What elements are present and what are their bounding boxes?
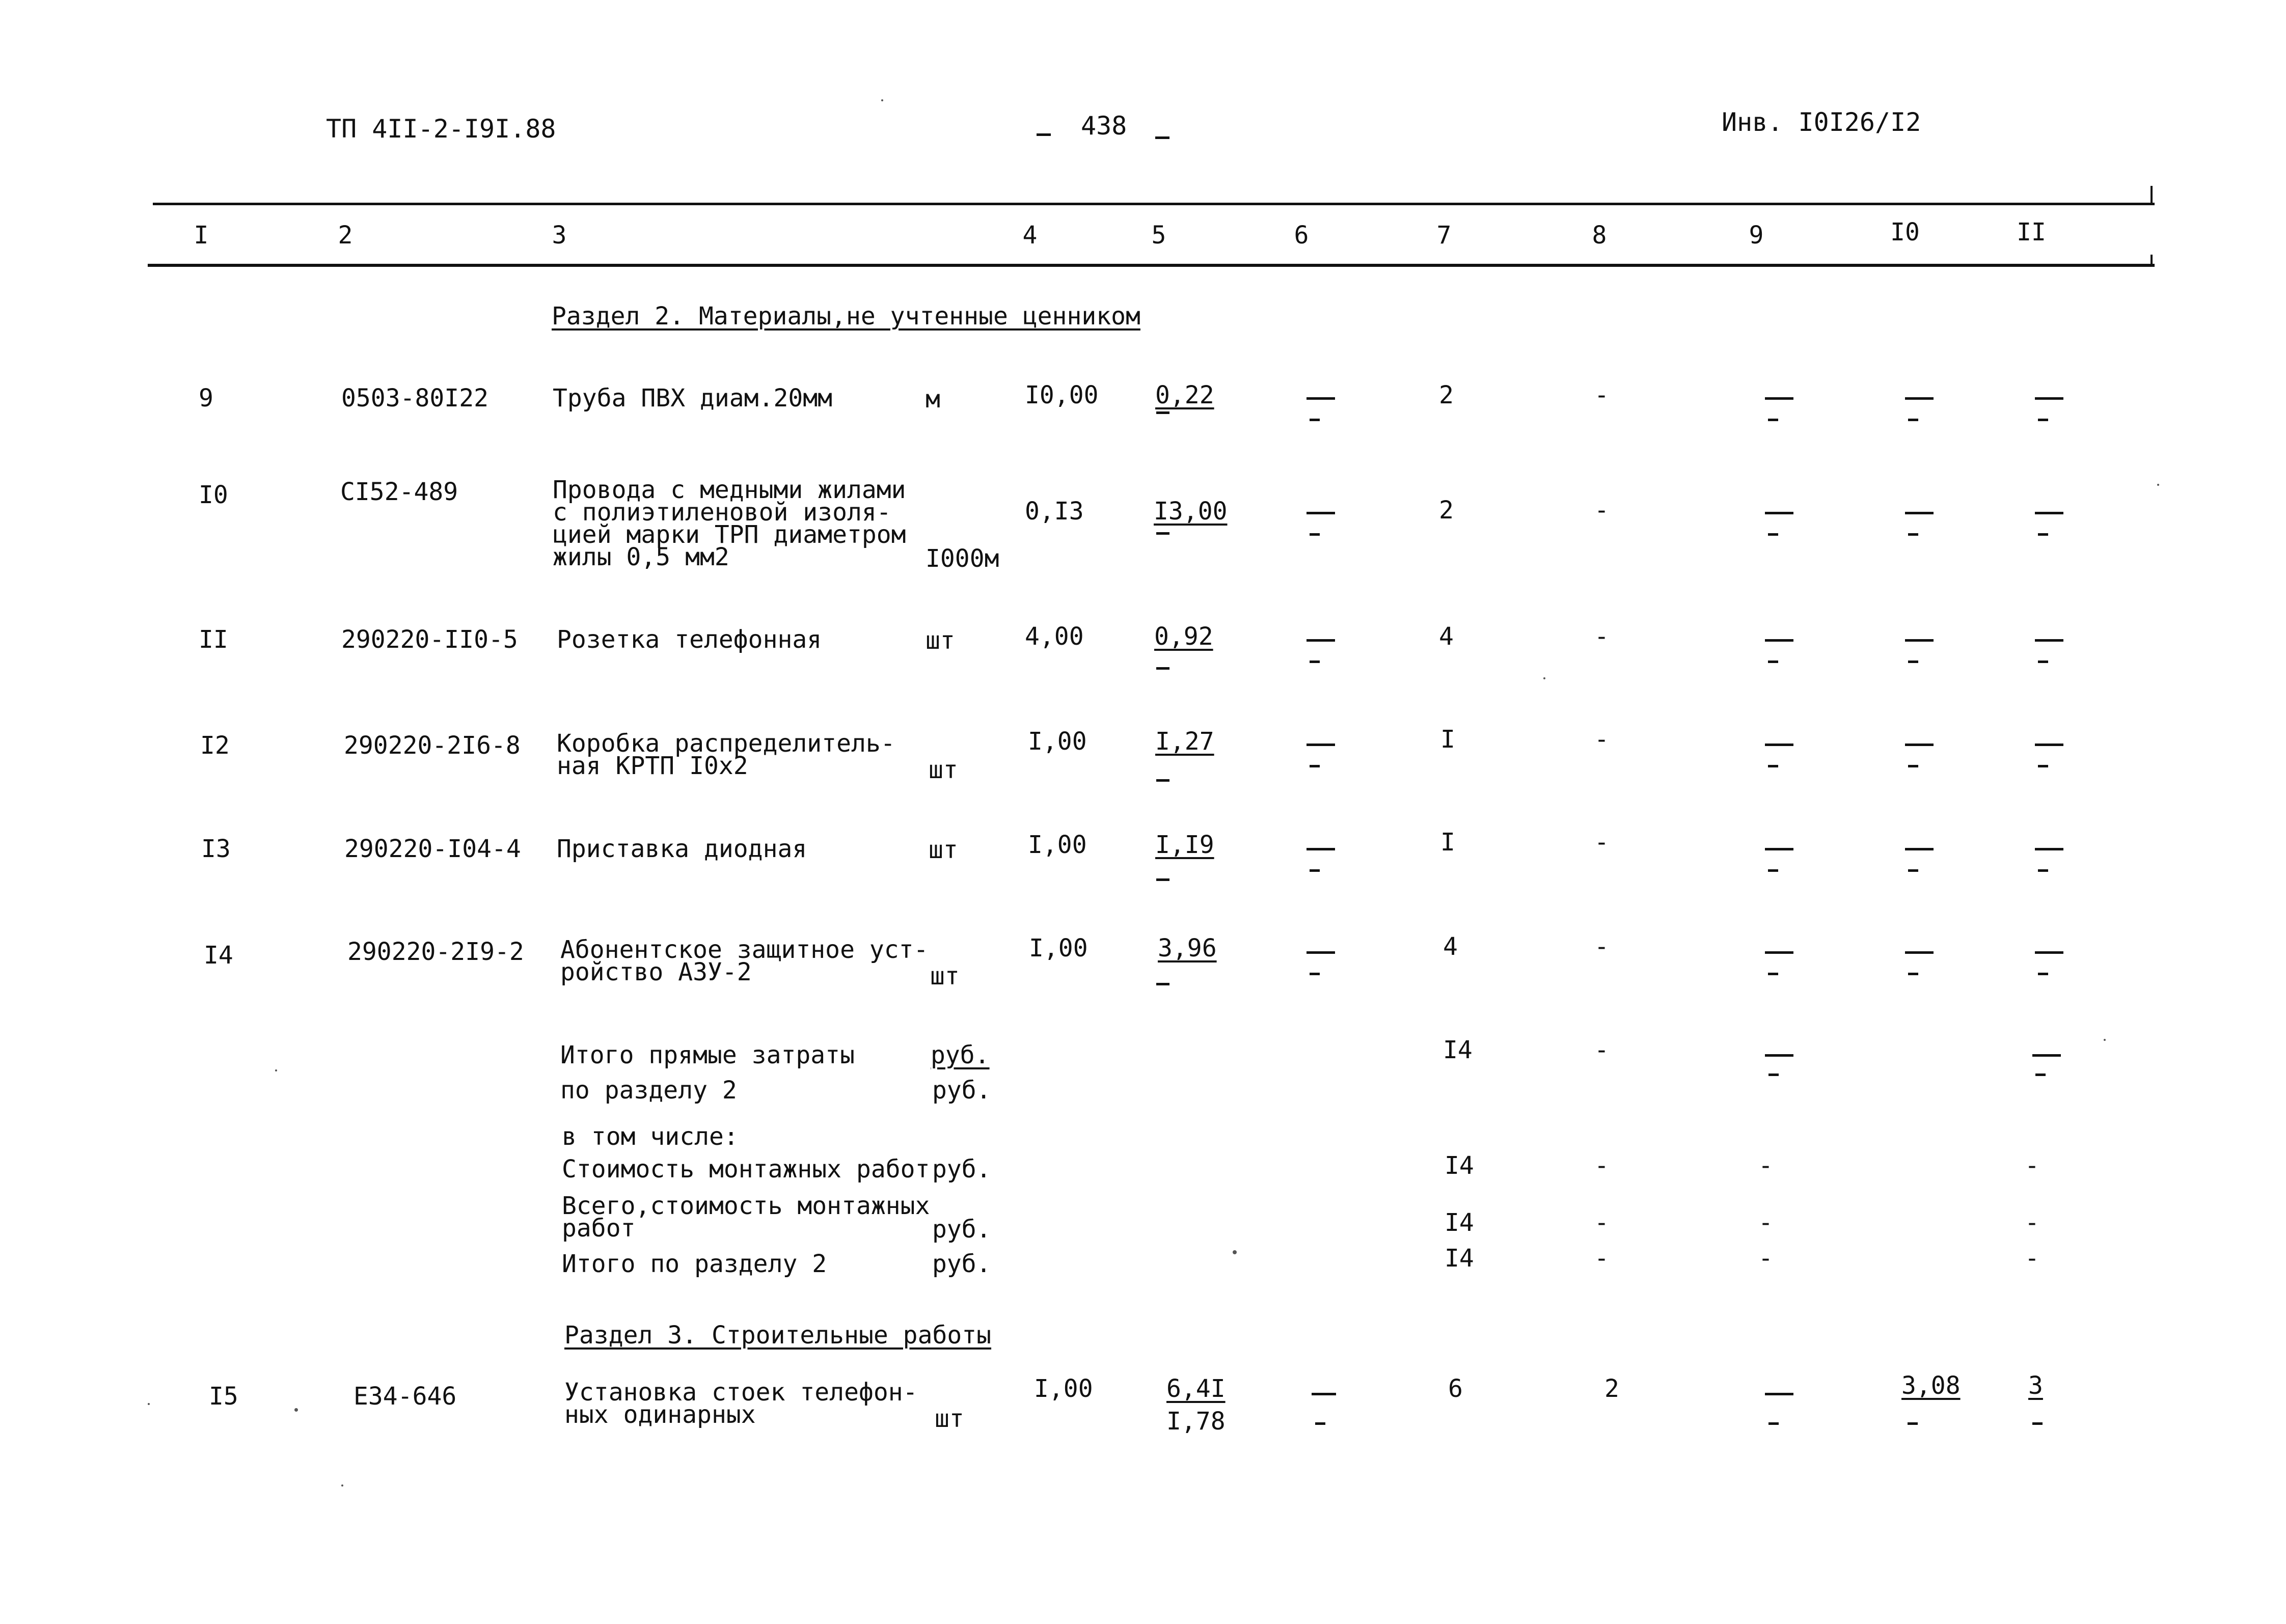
ditto-mark (1905, 397, 1934, 400)
row-name: Коробка распределитель- ная КРТП I0х2 (557, 729, 895, 780)
ditto-mark (1765, 848, 1793, 850)
row-price: 0,22 (1155, 381, 1214, 409)
ditto-mark (2035, 951, 2063, 954)
ditto-mark (1908, 533, 1918, 536)
row-code: 290220-2I6-8 (344, 731, 521, 760)
column-header: I (194, 221, 209, 250)
scan-speck (1543, 677, 1545, 679)
row-price: I3,00 (1154, 497, 1228, 526)
ditto-mark (1768, 419, 1778, 421)
section-total-value: I4 (1445, 1244, 1474, 1273)
ditto-mark (2032, 1054, 2061, 1057)
ditto-mark (1310, 869, 1320, 872)
ditto-mark (1768, 660, 1778, 663)
row-col8: - (1594, 622, 1609, 651)
column-header: I0 (1890, 218, 1920, 246)
ditto-mark (1307, 397, 1335, 400)
ditto-mark (2035, 639, 2063, 642)
ditto-mark (2038, 419, 2048, 421)
row-col7: 4 (1443, 932, 1458, 961)
ditto-mark (1765, 639, 1793, 642)
row-col8: - (1594, 932, 1609, 961)
ditto-mark (2038, 869, 2048, 872)
ditto-mark (1312, 1393, 1336, 1395)
row-quantity: 0,I3 (1025, 497, 1084, 526)
row-unit: м (926, 385, 940, 414)
ditto-mark (1765, 951, 1793, 954)
total-section-label: по разделу 2 (560, 1076, 737, 1105)
ditto-mark (2038, 533, 2048, 536)
ditto-mark (1765, 1393, 1793, 1395)
ditto-mark (1908, 419, 1918, 421)
total-direct-value: I4 (1443, 1036, 1473, 1064)
row-unit: шт (926, 626, 955, 655)
ditto-mark (1310, 660, 1320, 663)
ditto-mark (1905, 848, 1934, 850)
column-header: 2 (338, 221, 353, 250)
row-number: 9 (199, 384, 213, 412)
column-header: II (2017, 218, 2046, 246)
scan-speck (341, 1484, 343, 1487)
ditto-mark (1156, 532, 1169, 535)
row-code: 0503-80I22 (341, 384, 488, 412)
ditto-mark (1310, 765, 1320, 767)
row-number: II (199, 625, 228, 654)
column-header: 7 (1436, 221, 1452, 250)
section-total-label: Итого по разделу 2 (562, 1250, 827, 1278)
column-header: 5 (1151, 221, 1166, 250)
total-install-col9: - (1758, 1208, 1773, 1237)
row-col8: - (1594, 828, 1609, 857)
total-direct-col8: - (1594, 1036, 1609, 1064)
row-price: I,I9 (1155, 831, 1214, 859)
column-header: 4 (1022, 221, 1038, 250)
column-header: 8 (1592, 221, 1607, 250)
section-3-title: Раздел 3. Строительные работы (564, 1321, 992, 1350)
scan-speck (294, 1408, 298, 1412)
row-price-labor: I,78 (1166, 1407, 1226, 1436)
ditto-mark (1908, 973, 1918, 975)
ditto-mark (2038, 660, 2048, 663)
row-price: I,27 (1155, 727, 1214, 756)
ditto-mark (1765, 512, 1793, 514)
inventory-number: Инв. I0I26/I2 (1722, 107, 1921, 137)
scan-speck (148, 1403, 150, 1405)
total-install-label: Всего,стоимость монтажных работ (562, 1192, 930, 1243)
ditto-mark (1768, 1422, 1779, 1425)
row-code: CI52-489 (340, 478, 458, 506)
row-name: Провода с медными жилами с полиэтиленовой изоля- цией марки ТРП диаметром жилы 0,5 мм2 (553, 476, 906, 571)
ditto-mark (1307, 848, 1335, 850)
row-unit: шт (929, 836, 958, 864)
ditto-mark (1156, 667, 1169, 670)
ditto-mark (1765, 744, 1793, 746)
ditto-mark (1768, 869, 1778, 872)
ditto-mark (1905, 744, 1934, 746)
row-quantity: 4,00 (1025, 622, 1084, 651)
column-header: 9 (1749, 221, 1764, 250)
ditto-mark (1908, 660, 1918, 663)
ditto-mark (1307, 639, 1335, 642)
total-direct-unit: руб. (931, 1041, 990, 1069)
ditto-mark (2035, 848, 2063, 850)
row-number: I5 (209, 1382, 238, 1411)
row-name: Абонентское защитное уст- ройство АЗУ-2 (560, 935, 929, 986)
ditto-mark (2035, 1074, 2046, 1076)
header-bottom-rule-end (2151, 255, 2153, 267)
ditto-mark (2038, 973, 2048, 975)
scan-speck (1233, 1250, 1237, 1254)
ditto-mark (1765, 397, 1793, 400)
row-col7: 6 (1448, 1374, 1463, 1403)
row-quantity: I,00 (1028, 831, 1087, 859)
scan-speck (2157, 484, 2159, 486)
total-install-value: I4 (1445, 1208, 1474, 1237)
column-header: 3 (552, 221, 567, 250)
section-2-title: Раздел 2. Материалы,не учтенные ценником (552, 302, 1140, 331)
ditto-mark (1768, 1074, 1779, 1076)
row-code: 290220-I04-4 (344, 835, 521, 863)
total-install-col11: - (2025, 1208, 2039, 1237)
row-quantity: I0,00 (1025, 381, 1099, 409)
row-col11: 3 (2028, 1371, 2043, 1400)
row-col7: 4 (1439, 622, 1454, 651)
row-price: 3,96 (1158, 934, 1217, 962)
row-col7: 2 (1439, 381, 1454, 409)
install-cost-col9: - (1758, 1151, 1773, 1180)
ditto-mark (1315, 1422, 1325, 1425)
row-col7: I (1440, 725, 1455, 754)
row-code: 290220-2I9-2 (347, 938, 524, 966)
total-direct-label: Итого прямые затраты (560, 1041, 855, 1069)
row-price: 6,4I (1166, 1374, 1226, 1403)
scan-speck (2104, 1039, 2106, 1041)
ditto-mark (1908, 765, 1918, 767)
row-unit: шт (929, 756, 958, 784)
ditto-mark (1307, 951, 1335, 954)
row-col10: 3,08 (1901, 1371, 1961, 1400)
scan-speck (275, 1069, 277, 1071)
ditto-mark (2035, 512, 2063, 514)
row-col8: 2 (1604, 1374, 1619, 1403)
column-header: 6 (1294, 221, 1309, 250)
row-number: I4 (204, 941, 233, 970)
total-install-unit: руб. (932, 1215, 991, 1244)
row-price: 0,92 (1154, 622, 1213, 651)
ditto-mark (1307, 512, 1335, 514)
row-quantity: I,00 (1029, 934, 1088, 962)
ditto-mark (1307, 744, 1335, 746)
header-bottom-rule (148, 264, 2155, 267)
row-quantity: I,00 (1028, 727, 1087, 756)
row-name: Труба ПВХ диам.20мм (553, 384, 833, 412)
install-cost-col8: - (1594, 1151, 1609, 1180)
row-col8: - (1594, 725, 1609, 754)
ditto-mark (2035, 744, 2063, 746)
row-col8: - (1594, 496, 1609, 525)
row-number: I3 (201, 835, 231, 863)
table-top-rule (153, 203, 2155, 205)
install-cost-value: I4 (1445, 1151, 1474, 1180)
page-number: 438 (1081, 111, 1127, 141)
row-number: I2 (200, 731, 230, 760)
ditto-mark (1156, 983, 1169, 985)
row-col8: - (1594, 381, 1609, 409)
ditto-mark (1905, 951, 1934, 954)
ditto-mark (1905, 639, 1934, 642)
row-quantity: I,00 (1034, 1374, 1093, 1403)
row-code: Е34-646 (353, 1382, 457, 1411)
ditto-mark (2035, 397, 2063, 400)
ditto-mark (1905, 512, 1934, 514)
row-name: Розетка телефонная (557, 625, 822, 654)
ditto-mark (1768, 765, 1778, 767)
ditto-mark (1310, 419, 1320, 421)
install-cost-col11: - (2025, 1151, 2039, 1180)
ditto-mark (1156, 779, 1169, 782)
page-number-dash-left (1037, 133, 1051, 136)
section-total-col11: - (2025, 1244, 2039, 1273)
section-total-col9: - (1758, 1244, 1773, 1273)
row-col7: I (1440, 828, 1455, 857)
row-unit: шт (930, 962, 960, 990)
row-name: Приставка диодная (557, 835, 807, 863)
ditto-mark (1156, 878, 1169, 881)
scan-speck (881, 99, 883, 101)
section-total-col8: - (1594, 1244, 1609, 1273)
row-number: I0 (199, 481, 228, 509)
ditto-mark (2032, 1422, 2043, 1425)
including-label: в том числе: (562, 1122, 739, 1151)
row-unit: I000м (926, 544, 999, 573)
table-top-rule-end (2151, 186, 2153, 205)
row-name: Установка стоек телефон- ных одинарных (564, 1378, 918, 1429)
ditto-mark (1768, 973, 1778, 975)
ditto-mark (1156, 411, 1169, 414)
total-install-col8: - (1594, 1208, 1609, 1237)
total-section-unit: руб. (932, 1076, 991, 1105)
ditto-mark (1908, 869, 1918, 872)
row-unit: шт (935, 1405, 964, 1433)
ditto-mark (1310, 533, 1320, 536)
ditto-mark (1765, 1054, 1793, 1057)
row-code: 290220-II0-5 (341, 625, 518, 654)
document-code: ТП 4II-2-I9I.88 (326, 114, 556, 144)
ditto-mark (1908, 1422, 1918, 1425)
page-number-dash-right (1155, 136, 1169, 139)
ditto-mark (2038, 765, 2048, 767)
ditto-mark (1310, 973, 1320, 975)
install-cost-label: Стоимость монтажных работ (562, 1155, 930, 1183)
section-total-unit: руб. (932, 1250, 991, 1278)
ditto-mark (1768, 533, 1778, 536)
row-col7: 2 (1439, 496, 1454, 525)
install-cost-unit: руб. (932, 1155, 991, 1183)
